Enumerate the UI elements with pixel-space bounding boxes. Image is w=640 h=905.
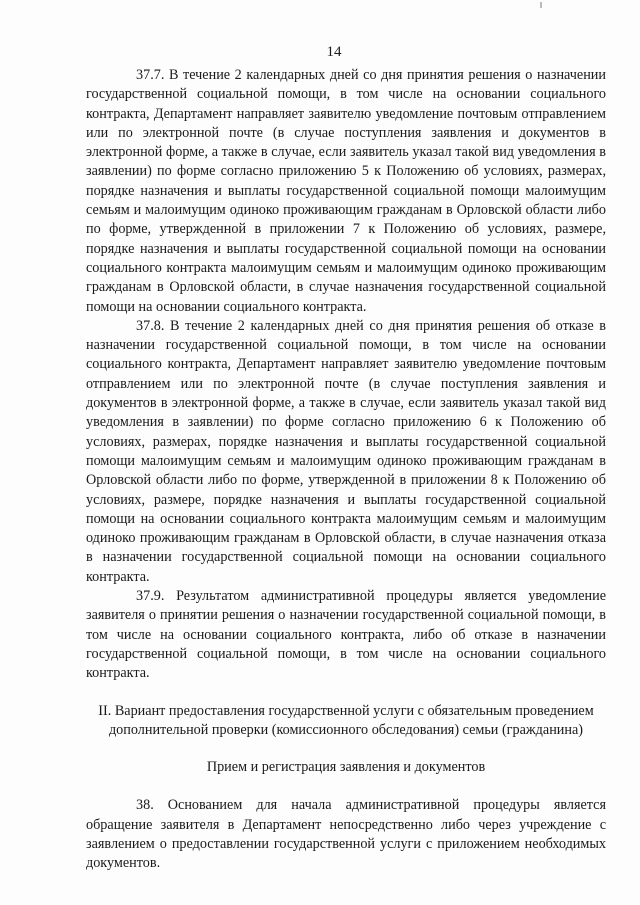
page-number: 14	[326, 44, 342, 60]
paragraph-37-8: 37.8. В течение 2 календарных дней со дня принятия решения об отказе в назначении государственной социальной помощи, в том числе на основании социального контракта, Департамент направляет заявителю уведомление почтовым отправлением или по электронной почте (в случае поступления заявления и документов в электронной форме, а также в случае, если заявитель указал такой вид уведомления в заявлении) по форме согласно приложению 6 к Положению об условиях, размерах, порядке назначения и выплаты государственной социальной помощи малоимущим семьям и малоимущим одиноко проживающим гражданам в Орловской области либо по форме, утвержденной в приложении 8 к Положению об условиях, размере, порядке назначения и выплаты государственной социальной помощи на основании социального контракта малоимущим семьям и малоимущим одиноко проживающим гражданам в Орловской области, в случае назначения отказа в назначении государственной социальной помощи на основании социального контракта.	[86, 317, 606, 585]
section-heading: II. Вариант предоставления государственной услуги с обязательным проведением дополнительной проверки (комиссионного обследования) семьи (гражданина)	[98, 702, 594, 738]
scan-mark	[540, 2, 542, 8]
paragraph-38: 38. Основанием для начала административной процедуры является обращение заявителя в Департамент непосредственно либо через учреждение с заявлением о предоставлении государственной услуги с приложением необходимых документов.	[86, 797, 606, 872]
paragraph-37-7: 37.7. В течение 2 календарных дней со дня принятия решения о назначении государственной социальной помощи, в том числе на основании социального контракта, Департамент направляет заявителю уведомление почтовым отправлением или по электронной почте (в случае поступления заявления и документов в электронной форме, а также в случае, если заявитель указал такой вид уведомления в заявлении) по форме согласно приложению 5 к Положению об условиях, размерах, порядке назначения и выплаты государственной социальной помощи малоимущим семьям и малоимущим одиноко проживающим гражданам в Орловской области либо по форме, утвержденной в приложении 7 к Положению об условиях, размере, порядке назначения и выплаты государственной социальной помощи на основании социального контракта малоимущим семьям и малоимущим одиноко проживающим гражданам в Орловской области, в случае назначения государственной социальной помощи на основании социального контракта.	[86, 67, 606, 315]
subsection-heading: Прием и регистрация заявления и документов	[206, 759, 486, 776]
paragraph-37-9: 37.9. Результатом административной процедуры является уведомление заявителя о принятии решения о назначении государственной социальной помощи, в том числе на основании социального контракта, либо об отказе в назначении государственной социальной помощи, в том числе на основании социального контракта.	[86, 588, 606, 682]
document-body	[86, 66, 606, 874]
